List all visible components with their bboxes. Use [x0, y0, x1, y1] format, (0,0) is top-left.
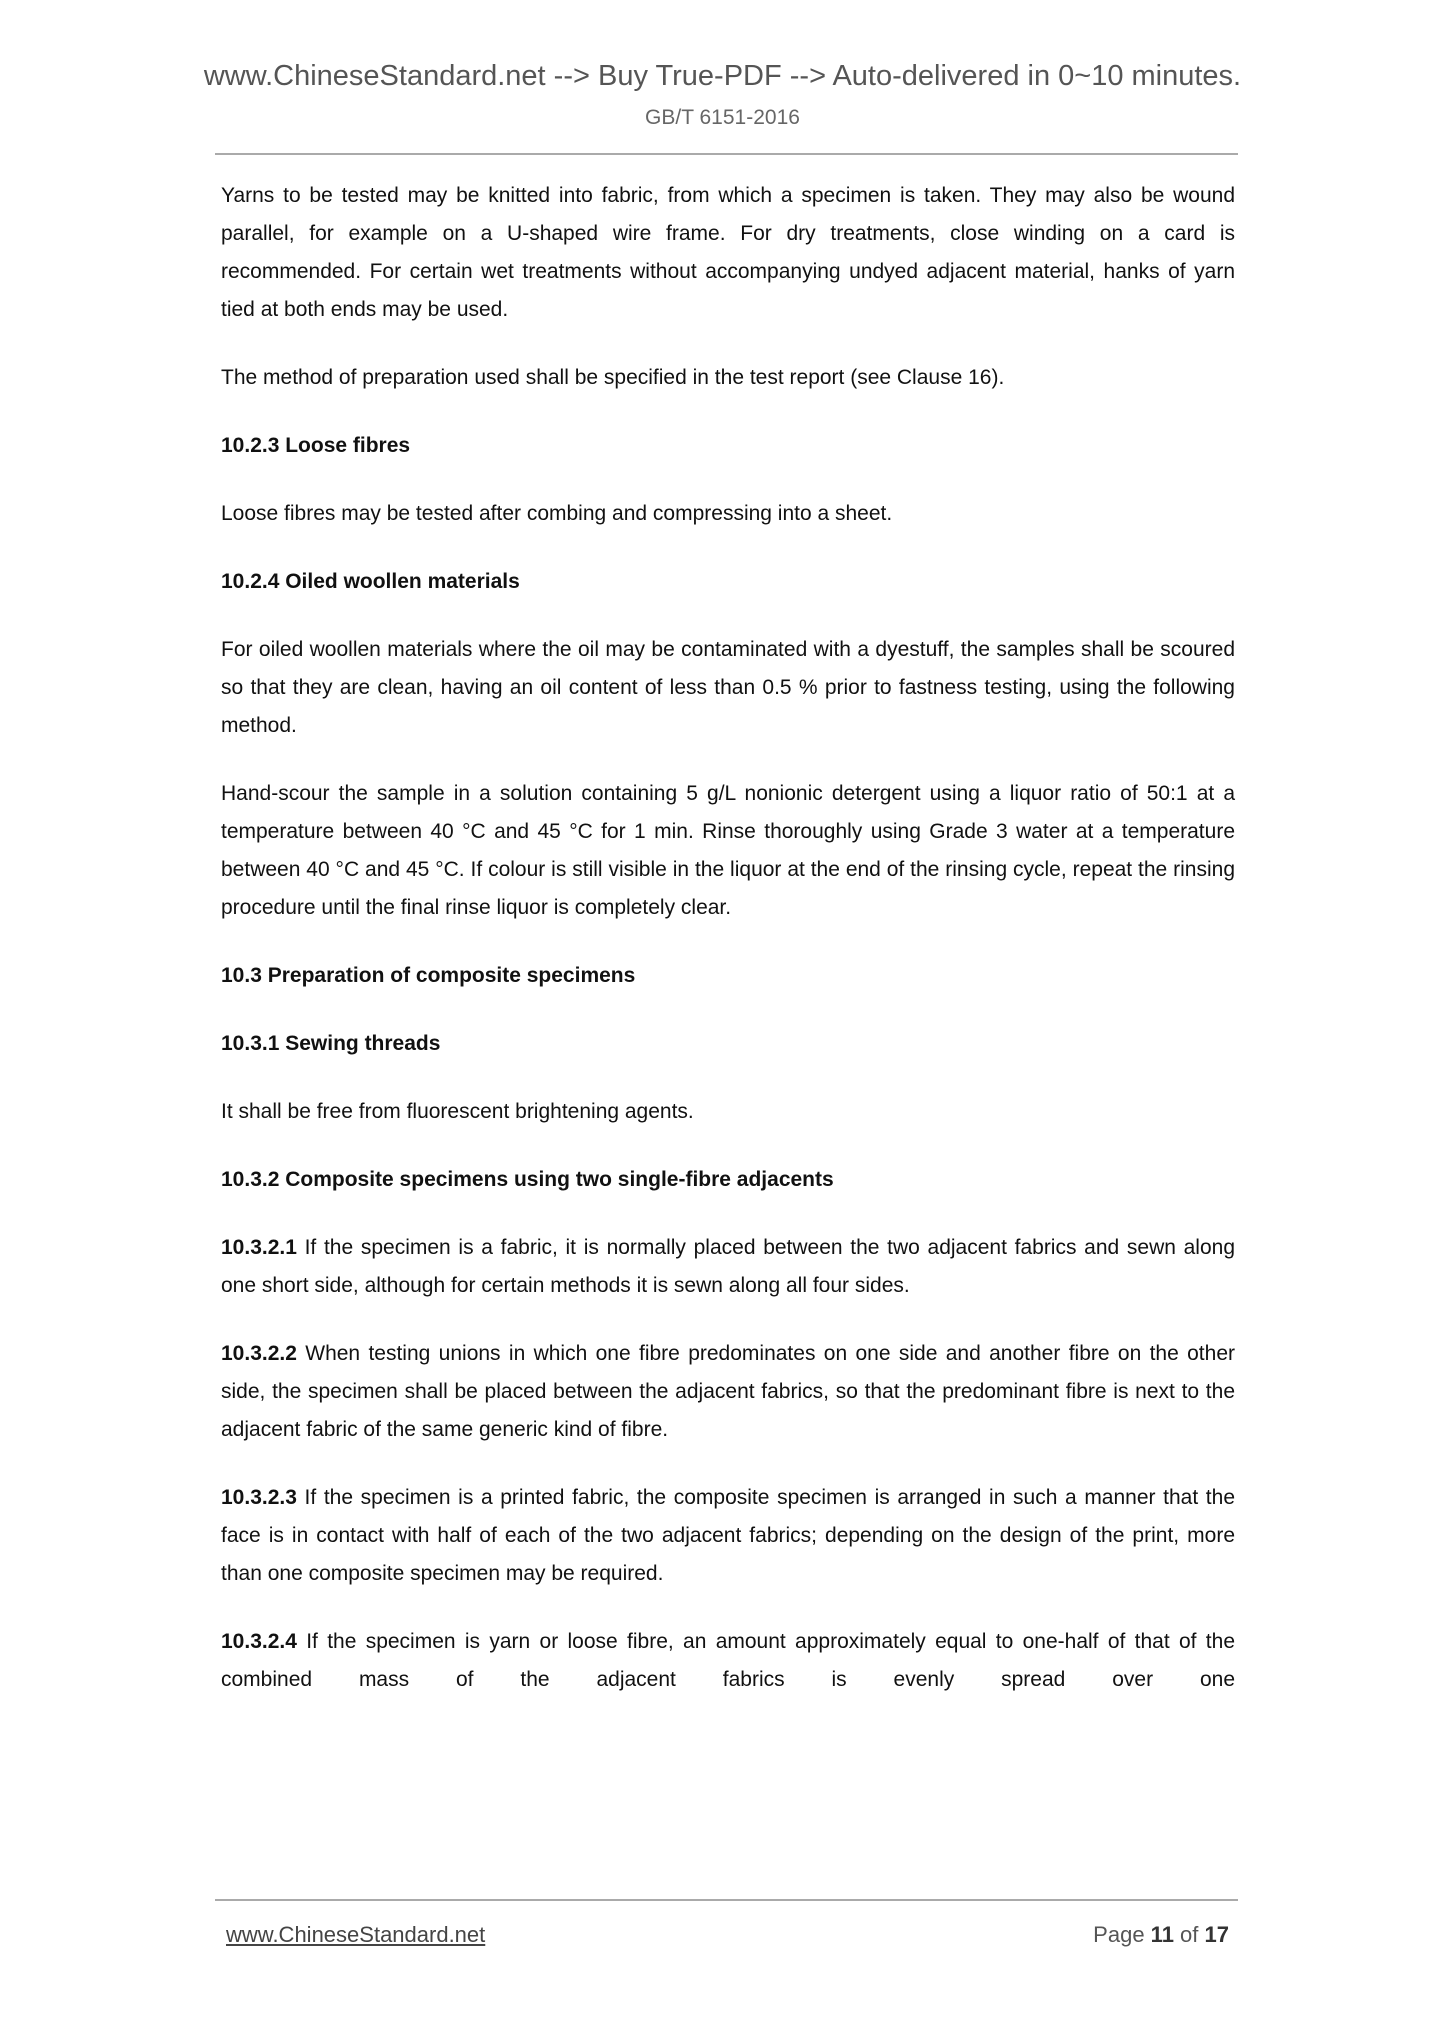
clause-10-3-2-4	[221, 1623, 1235, 1699]
clause-text: If the specimen is yarn or loose fibre, an amount approximately equal to one-half of that of the combined mass of the adjacent fabrics is evenly spread over one	[221, 1630, 1235, 1691]
clause-10-3-2-1	[221, 1229, 1235, 1305]
section-heading: 10.2.3 Loose fibres	[221, 434, 411, 457]
footer-divider	[215, 1899, 1238, 1901]
paragraph: Loose fibres may be tested after combing and compressing into a sheet.	[221, 502, 893, 525]
paragraph: The method of preparation used shall be specified in the test report (see Clause 16).	[221, 366, 1005, 389]
paragraph: It shall be free from fluorescent brightening agents.	[221, 1100, 694, 1123]
page-of: of	[1173, 1922, 1205, 1947]
page-indicator	[1093, 1922, 1229, 1948]
paragraph: For oiled woollen materials where the oil may be contaminated with a dyestuff, the samples shall be scoured so that they are clean, having an oil content of less than 0.5 % prior to fastness testing, using the following method.	[221, 638, 1235, 737]
document-body	[221, 177, 1235, 1729]
header-banner: www.ChineseStandard.net --> Buy True-PDF --> Auto-delivered in 0~10 minutes.	[203, 60, 1242, 92]
section-heading: 10.3 Preparation of composite specimens	[221, 964, 636, 987]
footer-website-link[interactable]: www.ChineseStandard.net	[226, 1922, 486, 1947]
clause-number: 10.3.2.4	[221, 1630, 297, 1653]
paragraph: Yarns to be tested may be knitted into fabric, from which a specimen is taken. They may also be wound parallel, for example on a U-shaped wire frame. For dry treatments, close winding on a card is recommended. For certain wet treatments without accompanying undyed adjacent material, hanks of yarn tied at both ends may be used.	[221, 184, 1235, 321]
clause-text: If the specimen is a fabric, it is normally placed between the two adjacent fabrics and sewn along one short side, although for certain methods it is sewn along all four sides.	[221, 1236, 1235, 1297]
header-divider	[215, 153, 1238, 155]
clause-10-3-2-3	[221, 1479, 1235, 1593]
clause-10-3-2-2	[221, 1335, 1235, 1449]
section-heading: 10.3.2 Composite specimens using two single-fibre adjacents	[221, 1168, 834, 1191]
clause-number: 10.3.2.2	[221, 1342, 297, 1365]
page-current: 11	[1150, 1922, 1174, 1947]
section-heading: 10.2.4 Oiled woollen materials	[221, 570, 520, 593]
page-total: 17	[1204, 1922, 1229, 1947]
standard-id: GB/T 6151-2016	[645, 106, 800, 129]
clause-number: 10.3.2.1	[221, 1236, 297, 1259]
clause-text: If the specimen is a printed fabric, the composite specimen is arranged in such a manner that the face is in contact with half of each of the two adjacent fabrics; depending on the design of the print, more than one composite specimen may be required.	[221, 1486, 1235, 1585]
paragraph: Hand-scour the sample in a solution containing 5 g/L nonionic detergent using a liquor ratio of 50:1 at a temperature between 40 °C and 45 °C for 1 min. Rinse thoroughly using Grade 3 water at a temperature between 40 °C and 45 °C. If colour is still visible in the liquor at the end of the rinsing cycle, repeat the rinsing procedure until the final rinse liquor is completely clear.	[221, 782, 1235, 919]
section-heading: 10.3.1 Sewing threads	[221, 1032, 441, 1055]
page-prefix: Page	[1093, 1922, 1151, 1947]
clause-number: 10.3.2.3	[221, 1486, 297, 1509]
clause-text: When testing unions in which one fibre predominates on one side and another fibre on the other side, the specimen shall be placed between the adjacent fabrics, so that the predominant fibre is next to the adjacent fabric of the same generic kind of fibre.	[221, 1342, 1235, 1441]
